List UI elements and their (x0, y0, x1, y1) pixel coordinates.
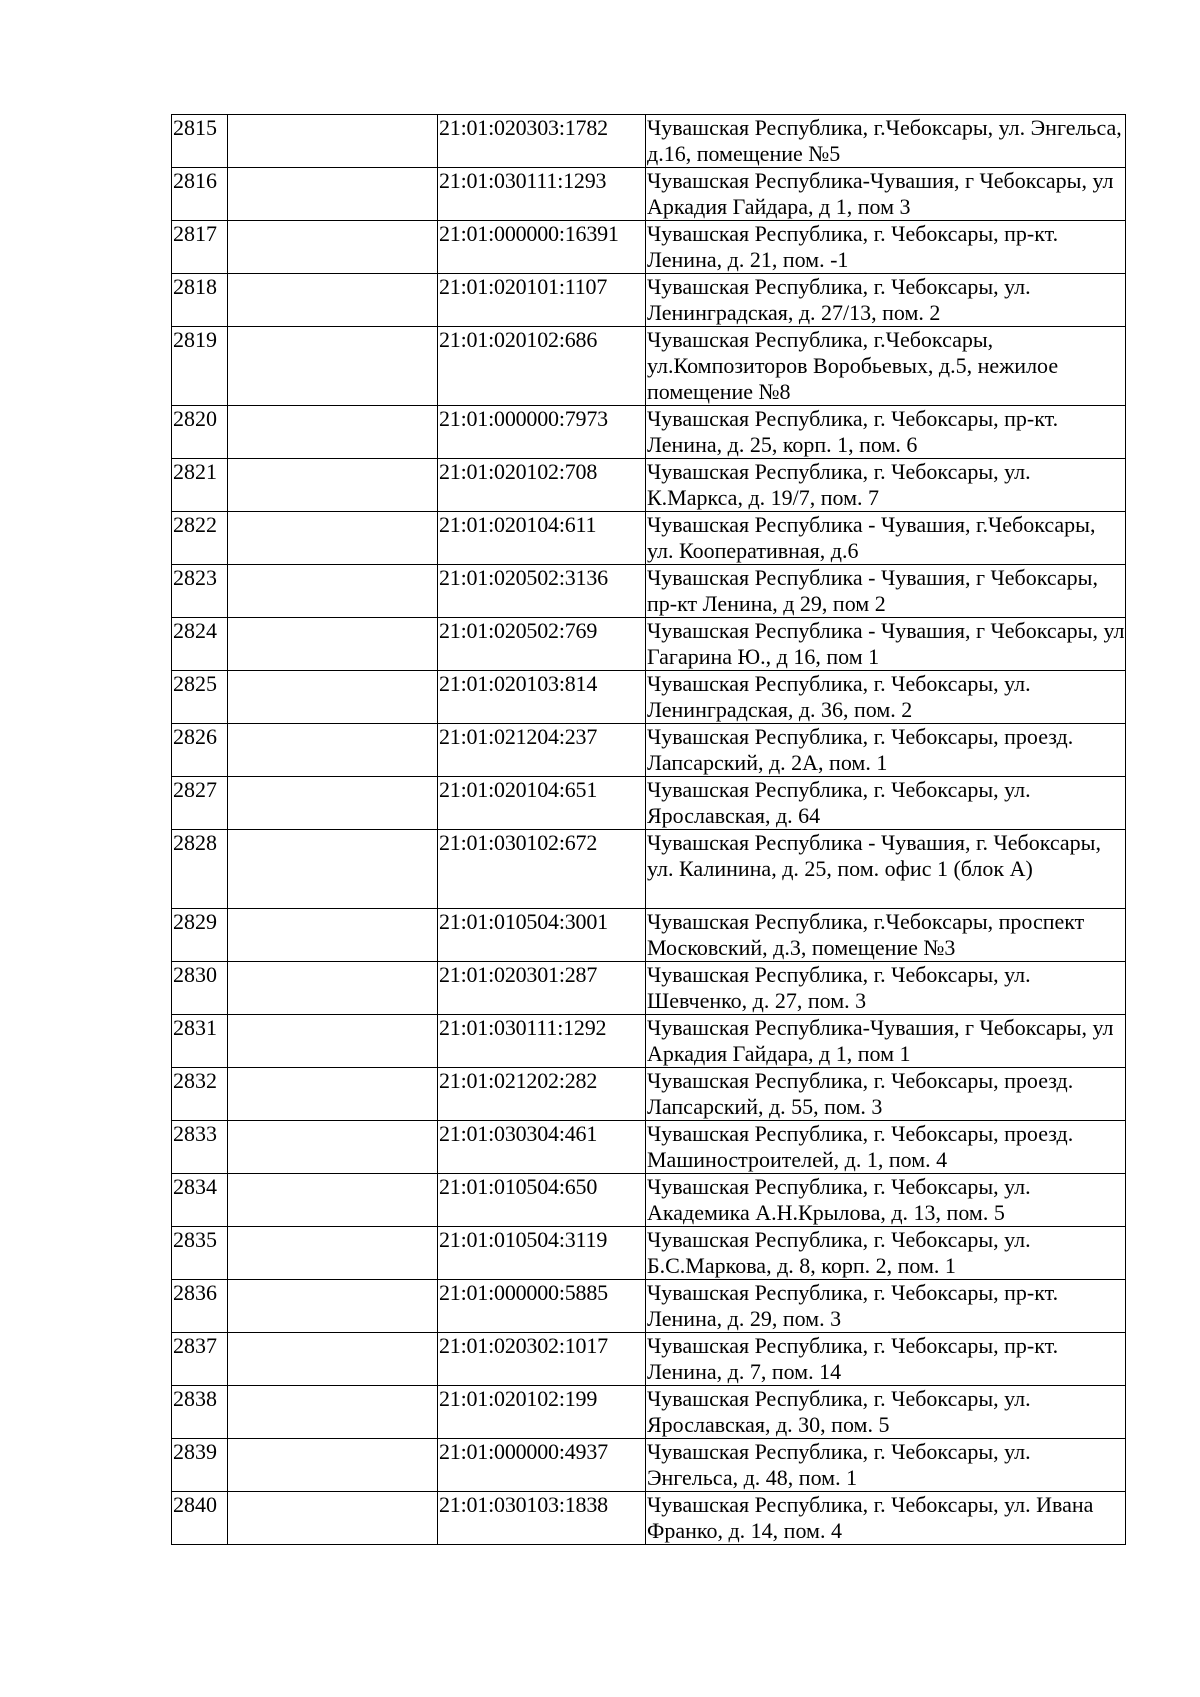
property-registry-table (171, 114, 1126, 1545)
table-row (172, 1492, 1126, 1545)
empty-cell (228, 565, 438, 618)
cadastral-number-cell: 21:01:020102:199 (438, 1386, 646, 1439)
cadastral-number-cell: 21:01:020102:708 (438, 459, 646, 512)
empty-cell (228, 115, 438, 168)
cadastral-number-cell: 21:01:000000:4937 (438, 1439, 646, 1492)
table-row (172, 327, 1126, 406)
empty-cell (228, 1068, 438, 1121)
row-number-cell: 2820 (172, 406, 228, 459)
cadastral-number-cell: 21:01:030111:1292 (438, 1015, 646, 1068)
address-cell: Чувашская Республика, г. Чебоксары, ул. Б.С.Маркова, д. 8, корп. 2, пом. 1 (646, 1227, 1126, 1280)
table-row (172, 1174, 1126, 1227)
address-cell: Чувашская Республика, г. Чебоксары, пр-кт. Ленина, д. 21, пом. -1 (646, 221, 1126, 274)
address-cell: Чувашская Республика, г. Чебоксары, проезд. Машиностроителей, д. 1, пом. 4 (646, 1121, 1126, 1174)
empty-cell (228, 724, 438, 777)
address-cell: Чувашская Республика, г. Чебоксары, ул. Ленинградская, д. 27/13, пом. 2 (646, 274, 1126, 327)
table-row (172, 909, 1126, 962)
cadastral-number-cell: 21:01:020102:686 (438, 327, 646, 406)
table-row (172, 1439, 1126, 1492)
table-row (172, 459, 1126, 512)
empty-cell (228, 1386, 438, 1439)
table-row (172, 671, 1126, 724)
row-number-cell: 2839 (172, 1439, 228, 1492)
row-number-cell: 2817 (172, 221, 228, 274)
cadastral-number-cell: 21:01:000000:16391 (438, 221, 646, 274)
row-number-cell: 2833 (172, 1121, 228, 1174)
empty-cell (228, 1333, 438, 1386)
table-row (172, 1015, 1126, 1068)
registry-table-body (172, 115, 1126, 1545)
row-number-cell: 2822 (172, 512, 228, 565)
empty-cell (228, 1280, 438, 1333)
row-number-cell: 2837 (172, 1333, 228, 1386)
row-number-cell: 2826 (172, 724, 228, 777)
table-row (172, 274, 1126, 327)
address-cell: Чувашская Республика, г. Чебоксары, пр-кт. Ленина, д. 7, пом. 14 (646, 1333, 1126, 1386)
address-cell: Чувашская Республика - Чувашия, г Чебоксары, ул Гагарина Ю., д 16, пом 1 (647, 618, 1125, 669)
table-row (172, 512, 1126, 565)
address-cell: Чувашская Республика, г. Чебоксары, ул. Ярославская, д. 64 (646, 777, 1126, 830)
row-number-cell: 2824 (172, 618, 228, 671)
address-cell: Чувашская Республика, г. Чебоксары, ул. Ивана Франко, д. 14, пом. 4 (646, 1492, 1126, 1545)
address-cell: Чувашская Республика, г. Чебоксары, пр-кт. Ленина, д. 29, пом. 3 (646, 1280, 1126, 1333)
cadastral-number-cell: 21:01:030111:1293 (438, 168, 646, 221)
address-cell: Чувашская Республика - Чувашия, г.Чебоксары, ул. Кооперативная, д.6 (646, 512, 1126, 565)
table-row (172, 724, 1126, 777)
table-row (172, 962, 1126, 1015)
empty-cell (228, 406, 438, 459)
cadastral-number-cell: 21:01:020101:1107 (438, 274, 646, 327)
row-number-cell: 2818 (172, 274, 228, 327)
row-number-cell: 2827 (172, 777, 228, 830)
cadastral-number-cell: 21:01:030304:461 (438, 1121, 646, 1174)
empty-cell (228, 512, 438, 565)
table-row (172, 1280, 1126, 1333)
address-cell: Чувашская Республика, г. Чебоксары, ул. Шевченко, д. 27, пом. 3 (646, 962, 1126, 1015)
empty-cell (228, 777, 438, 830)
address-cell: Чувашская Республика - Чувашия, г. Чебоксары, ул. Калинина, д. 25, пом. офис 1 (блок А) (646, 830, 1126, 909)
empty-cell (228, 168, 438, 221)
table-row (172, 1068, 1126, 1121)
row-number-cell: 2823 (172, 565, 228, 618)
table-row (172, 1333, 1126, 1386)
table-row (172, 777, 1126, 830)
table-row (172, 618, 1126, 671)
row-number-cell: 2838 (172, 1386, 228, 1439)
cadastral-number-cell: 21:01:020104:651 (438, 777, 646, 830)
table-row (172, 168, 1126, 221)
cadastral-number-cell: 21:01:020302:1017 (438, 1333, 646, 1386)
row-number-cell: 2835 (172, 1227, 228, 1280)
address-cell: Чувашская Республика-Чувашия, г Чебоксары, ул Аркадия Гайдара, д 1, пом 3 (646, 168, 1126, 221)
cadastral-number-cell: 21:01:020301:287 (438, 962, 646, 1015)
cadastral-number-cell: 21:01:021204:237 (438, 724, 646, 777)
empty-cell (228, 1439, 438, 1492)
cadastral-number-cell: 21:01:010504:3001 (438, 909, 646, 962)
table-row (172, 1386, 1126, 1439)
table-row (172, 565, 1126, 618)
address-cell: Чувашская Республика, г. Чебоксары, ул. Энгельса, д. 48, пом. 1 (646, 1439, 1126, 1492)
cadastral-number-cell: 21:01:010504:650 (438, 1174, 646, 1227)
cadastral-number-cell: 21:01:020303:1782 (438, 115, 646, 168)
empty-cell (228, 830, 438, 909)
address-cell: Чувашская Республика, г. Чебоксары, ул. Ленинградская, д. 36, пом. 2 (646, 671, 1126, 724)
empty-cell (228, 327, 438, 406)
table-row (172, 115, 1126, 168)
row-number-cell: 2829 (172, 909, 228, 962)
address-cell: Чувашская Республика, г.Чебоксары, ул.Композиторов Воробьевых, д.5, нежилое помещение №8 (646, 327, 1126, 406)
cadastral-number-cell: 21:01:030103:1838 (438, 1492, 646, 1545)
row-number-cell: 2825 (172, 671, 228, 724)
row-number-cell: 2836 (172, 1280, 228, 1333)
row-number-cell: 2815 (172, 115, 228, 168)
address-cell: Чувашская Республика, г. Чебоксары, пр-кт. Ленина, д. 25, корп. 1, пом. 6 (646, 406, 1126, 459)
row-number-cell: 2828 (172, 830, 228, 909)
row-number-cell: 2840 (172, 1492, 228, 1545)
empty-cell (228, 274, 438, 327)
table-row (172, 1121, 1126, 1174)
empty-cell (228, 618, 438, 671)
address-cell: Чувашская Республика, г. Чебоксары, ул. Ярославская, д. 30, пом. 5 (646, 1386, 1126, 1439)
empty-cell (228, 671, 438, 724)
empty-cell (228, 962, 438, 1015)
address-cell: Чувашская Республика, г. Чебоксары, проезд. Лапсарский, д. 55, пом. 3 (646, 1068, 1126, 1121)
empty-cell (228, 1121, 438, 1174)
row-number-cell: 2834 (172, 1174, 228, 1227)
empty-cell (228, 459, 438, 512)
row-number-cell: 2830 (172, 962, 228, 1015)
empty-cell (228, 1015, 438, 1068)
address-cell: Чувашская Республика, г. Чебоксары, ул. К.Маркса, д. 19/7, пом. 7 (646, 459, 1126, 512)
empty-cell (228, 909, 438, 962)
empty-cell (228, 1227, 438, 1280)
empty-cell (228, 1492, 438, 1545)
address-cell: Чувашская Республика, г. Чебоксары, ул. Академика А.Н.Крылова, д. 13, пом. 5 (646, 1174, 1126, 1227)
empty-cell (228, 1174, 438, 1227)
row-number-cell: 2819 (172, 327, 228, 406)
row-number-cell: 2816 (172, 168, 228, 221)
cadastral-number-cell: 21:01:020502:3136 (438, 565, 646, 618)
cadastral-number-cell: 21:01:020103:814 (438, 671, 646, 724)
table-row (172, 830, 1126, 909)
address-cell: Чувашская Республика, г.Чебоксары, ул. Энгельса, д.16, помещение №5 (646, 115, 1126, 168)
table-row (172, 406, 1126, 459)
address-cell: Чувашская Республика, г. Чебоксары, проезд. Лапсарский, д. 2А, пом. 1 (646, 724, 1126, 777)
row-number-cell: 2832 (172, 1068, 228, 1121)
row-number-cell: 2821 (172, 459, 228, 512)
cadastral-number-cell: 21:01:000000:5885 (438, 1280, 646, 1333)
address-cell: Чувашская Республика, г.Чебоксары, проспект Московский, д.3, помещение №3 (646, 909, 1126, 962)
table-row (172, 1227, 1126, 1280)
address-cell: Чувашская Республика-Чувашия, г Чебоксары, ул Аркадия Гайдара, д 1, пом 1 (646, 1015, 1126, 1068)
cadastral-number-cell: 21:01:020104:611 (438, 512, 646, 565)
cadastral-number-cell: 21:01:020502:769 (438, 618, 646, 671)
cadastral-number-cell: 21:01:010504:3119 (438, 1227, 646, 1280)
row-number-cell: 2831 (172, 1015, 228, 1068)
cadastral-number-cell: 21:01:000000:7973 (438, 406, 646, 459)
table-row (172, 221, 1126, 274)
address-cell: Чувашская Республика - Чувашия, г Чебоксары, пр-кт Ленина, д 29, пом 2 (646, 565, 1126, 618)
cadastral-number-cell: 21:01:021202:282 (438, 1068, 646, 1121)
empty-cell (228, 221, 438, 274)
cadastral-number-cell: 21:01:030102:672 (438, 830, 646, 909)
